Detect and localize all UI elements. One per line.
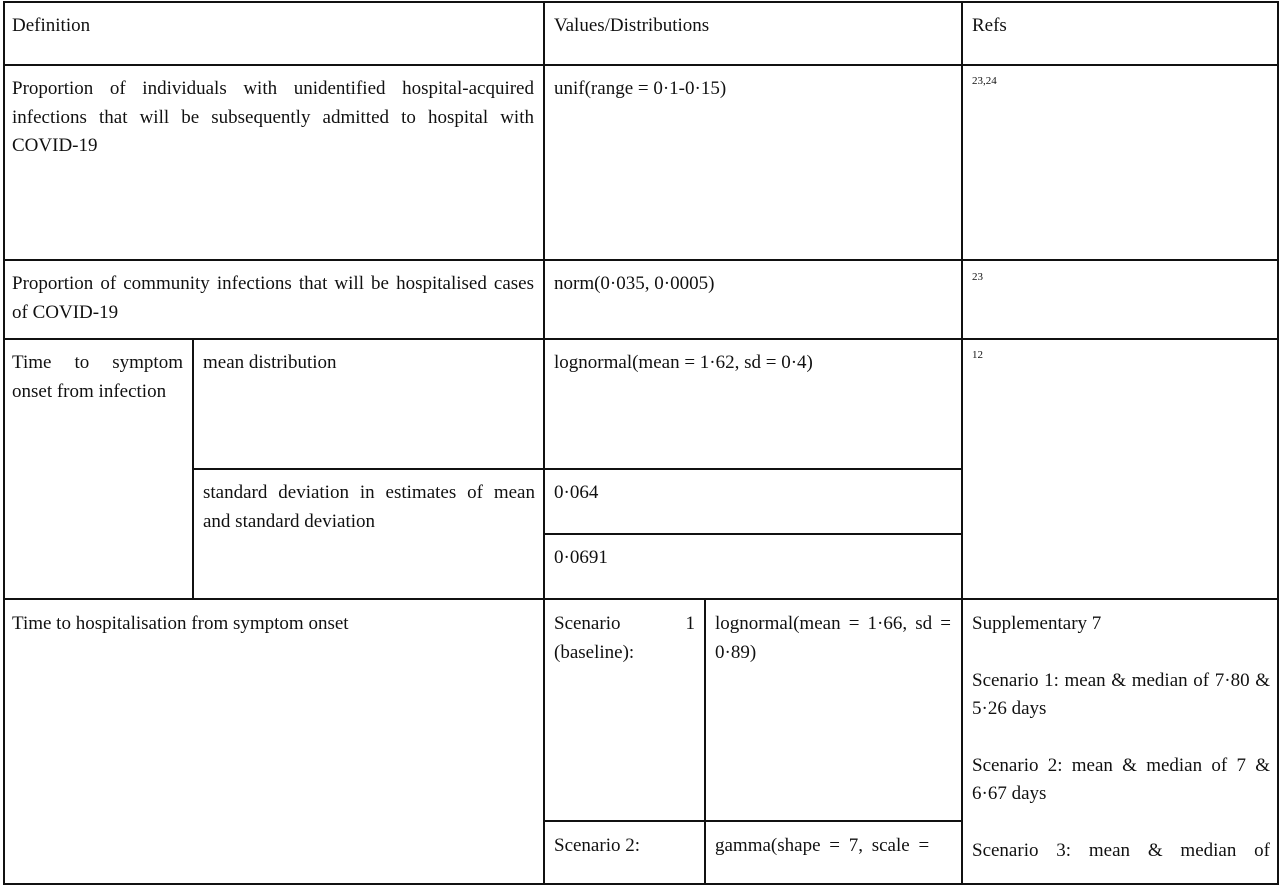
row4-ref-scenario2: Scenario 2: mean & median of 7 & 6·67 days — [972, 754, 1270, 804]
row4-scenario2-label: Scenario 2: — [554, 835, 641, 856]
row1-value: unif(range = 0·1-0·15) — [554, 78, 727, 99]
row2-value: norm(0·035, 0·0005) — [554, 273, 715, 294]
row3-bottom-rule — [3, 598, 1279, 600]
table-border-bottom — [3, 883, 1279, 885]
row4-ref-scenario1: Scenario 1: mean & median of 7·80 & 5·26 days — [972, 669, 1270, 719]
row3-sub-sd-value-1: 0·064 — [554, 482, 599, 503]
row2-definition: Proportion of community infections that will be hospitalised cases of COVID-19 — [12, 273, 534, 323]
subrow-mean-bottom-rule — [192, 468, 962, 470]
row1-ref: 23,24 — [972, 75, 997, 87]
row1-definition: Proportion of individuals with unidentified hospital-acquired infections that will be subsequently admitted to hospital with COVID-19 — [12, 78, 534, 156]
values-refs-divider — [961, 1, 963, 885]
header-values: Values/Distributions — [554, 15, 710, 36]
scenario-label-divider — [704, 598, 706, 885]
row4-ref-supplementary: Supplementary 7 — [972, 613, 1102, 634]
row3-sub-mean-value: lognormal(mean = 1·62, sd = 0·4) — [554, 352, 813, 373]
row3-sub-mean-label: mean distribution — [203, 352, 337, 373]
row4-scenario1-value: lognormal(mean = 1·66, sd = 0·89) — [715, 613, 951, 663]
header-refs: Refs — [972, 15, 1007, 36]
table-border-left — [3, 1, 5, 885]
definition-values-divider — [543, 1, 545, 885]
row3-sub-sd-value-2: 0·0691 — [554, 547, 608, 568]
row4-definition: Time to hospitalisation from symptom onset — [12, 613, 349, 634]
row2-bottom-rule — [3, 338, 1279, 340]
row4-ref-scenario3: Scenario 3: mean & median of — [972, 839, 1270, 861]
row4-scenario2-value: gamma(shape = 7, scale = — [715, 835, 930, 856]
header-definition: Definition — [12, 15, 91, 36]
scenario1-bottom-rule — [544, 820, 962, 822]
row1-bottom-rule — [3, 259, 1279, 261]
table-border-top — [3, 1, 1279, 3]
row4-refs — [972, 610, 1270, 882]
row4-scenario1-label: Scenario 1 (baseline): — [554, 613, 695, 663]
row3-sub-sd-label: standard deviation in estimates of mean and standard deviation — [203, 482, 535, 532]
row2-ref: 23 — [972, 271, 983, 283]
header-bottom-rule — [3, 64, 1279, 66]
subrow-sd-split-rule — [544, 533, 962, 535]
row3-definition: Time to symptom onset from infection — [12, 352, 183, 402]
row3-ref: 12 — [972, 349, 983, 361]
table-border-right — [1277, 1, 1279, 885]
row3-subdefinition-divider — [192, 338, 194, 600]
